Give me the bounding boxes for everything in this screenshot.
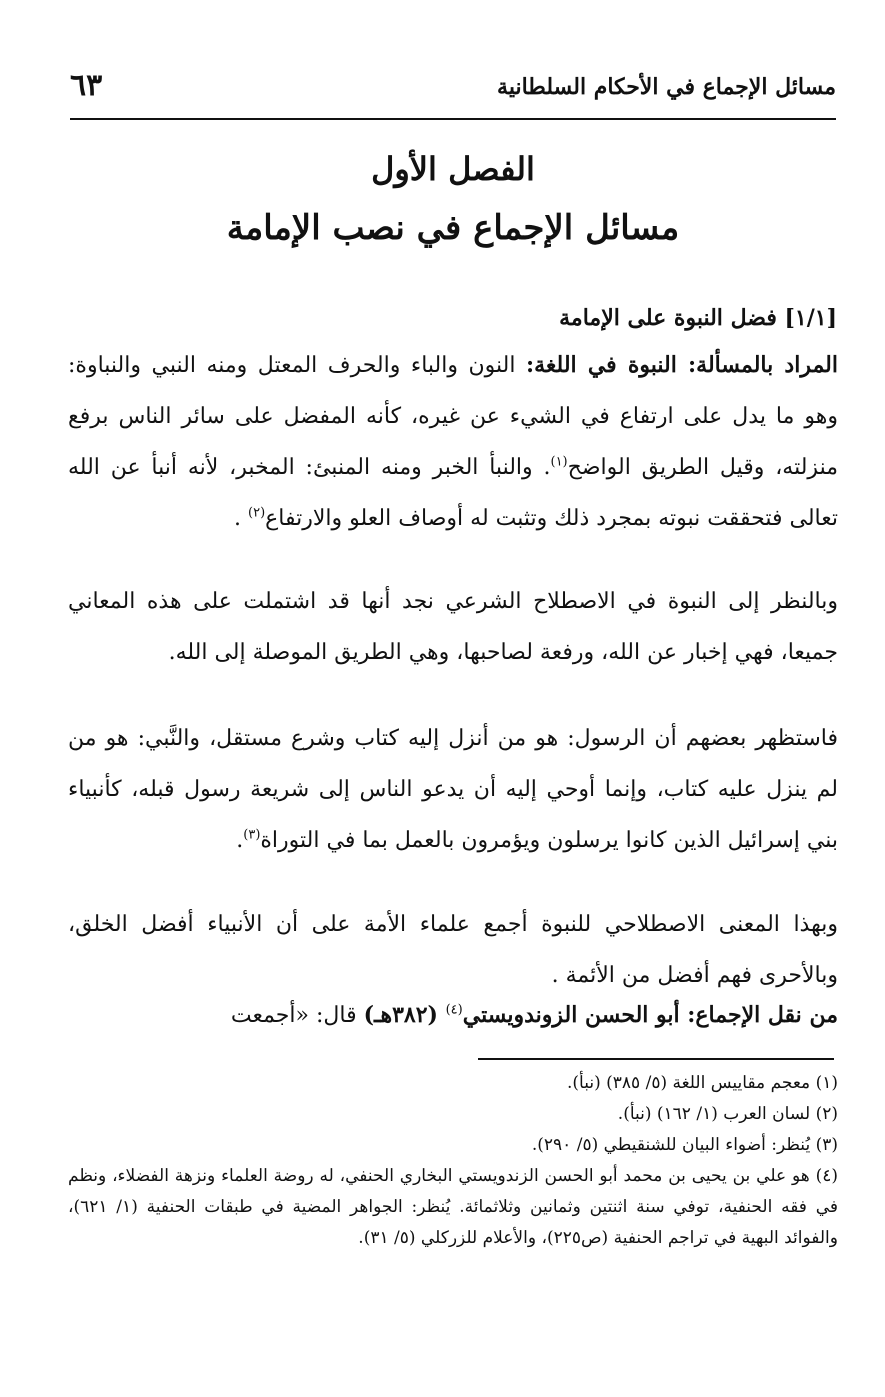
death-year: (٣٨٢هـ) xyxy=(363,1002,446,1028)
footnote-item xyxy=(68,1068,838,1099)
footnote-item xyxy=(68,1161,838,1254)
chapter-label: الفصل الأول xyxy=(371,150,535,188)
paragraph-terminology xyxy=(68,576,838,678)
footnote-text: لسان العرب (١/ ١٦٢) (نبأ). xyxy=(617,1104,811,1124)
paragraph-definition xyxy=(68,340,838,544)
paragraph-text: النون والباء والحرف المعتل ومنه النبي والنباوة: وهو ما يدل على ارتفاع في الشيء عن غيره، كأنه المفضل على سائر الناس برفع منزلته، وقيل الطريق الواضح xyxy=(68,353,838,480)
paragraph-text: فاستظهر بعضهم أن الرسول: هو من أنزل إليه كتاب وشرع مستقل، والنَّبي: هو من لم ينزل عليه كتاب، وإنما أوحي إليه أن يدعو الناس إلى شريعة رسول قبله، كأنبياء بني إسرائيل الذين كانوا يرسلون ويؤمرون بالعمل بما في التوراة xyxy=(68,726,838,853)
chapter-title: مسائل الإجماع في نصب الإمامة xyxy=(226,208,680,248)
running-title: مسائل الإجماع في الأحكام السلطانية xyxy=(497,74,836,100)
paragraph-transmission xyxy=(68,990,838,1041)
paragraph-text: وبهذا المعنى الاصطلاحي للنبوة أجمع علماء الأمة على أن الأنبياء أفضل الخلق، وبالأحرى فهم أفضل من الأئمة . xyxy=(68,912,838,988)
paragraph-lead: المراد بالمسألة: النبوة في اللغة: xyxy=(526,352,838,378)
running-header xyxy=(70,66,836,116)
footnote-item xyxy=(68,1099,838,1130)
footnote-rule xyxy=(478,1058,834,1060)
paragraph-text: قال: «أجمعت xyxy=(230,1003,364,1028)
paragraph-consensus xyxy=(68,899,838,1001)
paragraph-lead: من نقل الإجماع: أبو الحسن الزوندويستي xyxy=(462,1002,838,1028)
paragraph-messenger-prophet xyxy=(68,713,838,866)
paragraph-text: وبالنظر إلى النبوة في الاصطلاح الشرعي نجد أنها قد اشتملت على هذه المعاني جميعا، فهي إخبار عن الله، ورفعة لصاحبها، وهي الطريق الموصلة إلى الله. xyxy=(68,589,838,665)
footnote-text: يُنظر: أضواء البيان للشنقيطي (٥/ ٢٩٠). xyxy=(531,1135,811,1155)
footnotes xyxy=(68,1068,838,1254)
footnote-ref-1[interactable]: (١) xyxy=(550,454,568,470)
footnote-number: (٢) xyxy=(815,1104,838,1124)
section-heading: [١/١] فضل النبوة على الإمامة xyxy=(559,305,837,331)
footnote-text: هو علي بن يحيى بن محمد أبو الحسن الزندويستي البخاري الحنفي، له روضة العلماء ونزهة الفضلاء، ونظم في فقه الحنفية، توفي سنة اثنتين وثمانين وثلاثمائة. يُنظر: الجواهر المضية في طبقات الحنفية (١/ ٦٢١)، والفوائد البهية في تراجم الحنفية (ص٢٢٥)، والأعلام للزركلي (٥/ ٣١). xyxy=(68,1166,838,1248)
paragraph-text: . xyxy=(236,828,244,853)
footnote-number: (٣) xyxy=(815,1135,838,1155)
footnote-number: (٤) xyxy=(815,1166,838,1186)
footnote-text: معجم مقاييس اللغة (٥/ ٣٨٥) (نبأ). xyxy=(567,1073,811,1093)
page-number: ٦٣ xyxy=(70,68,103,103)
paragraph-text: . والنبأ الخبر ومنه المنبئ: المخبر، لأنه أنبأ عن الله تعالى فتحققت نبوته بمجرد ذلك وتثبت له أوصاف العلو والارتفاع xyxy=(68,455,838,531)
footnote-item xyxy=(68,1130,838,1161)
footnote-ref-3[interactable]: (٣) xyxy=(243,827,261,843)
header-rule xyxy=(70,118,836,120)
paragraph-text: . xyxy=(234,506,249,531)
footnote-ref-4[interactable]: (٤) xyxy=(445,1002,463,1018)
footnote-ref-2[interactable]: (٢) xyxy=(248,505,266,521)
footnote-number: (١) xyxy=(815,1073,838,1093)
